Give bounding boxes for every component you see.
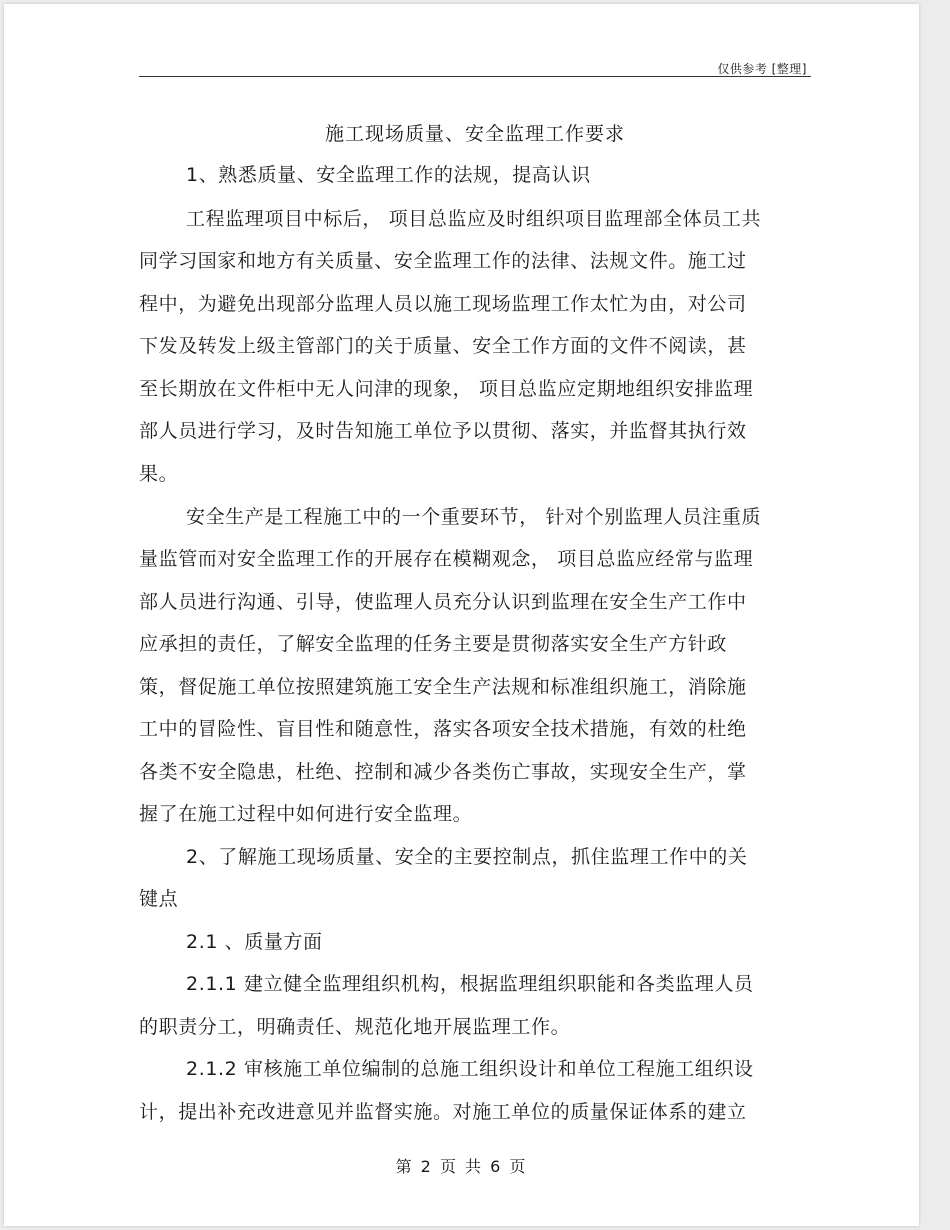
paragraph-line: 工中的冒险性、盲目性和随意性，落实各项安全技术措施，有效的杜绝 [139,718,747,740]
document-page [4,4,919,1226]
paragraph-line: 策，督促施工单位按照建筑施工安全生产法规和标准组织施工，消除施 [139,676,747,698]
paragraph-line: 2.1.1 建立健全监理组织机构，根据监理组织职能和各类监理人员 [186,973,754,995]
paragraph-line: 至长期放在文件柜中无人问津的现象， 项目总监应定期地组织安排监理 [139,378,754,400]
paragraph-line: 部人员进行学习，及时告知施工单位予以贯彻、落实，并监督其执行效 [139,420,747,442]
paragraph-line: 计，提出补充改进意见并监督实施。对施工单位的质量保证体系的建立 [139,1101,747,1123]
header-divider [139,76,811,77]
section-heading: 1、熟悉质量、安全监理工作的法规，提高认识 [186,164,591,186]
paragraph-line: 各类不安全隐患，杜绝、控制和减少各类伤亡事故，实现安全生产，掌 [139,761,747,783]
page-number-footer: 第 2 页 共 6 页 [395,1157,528,1176]
paragraph-line: 量监管而对安全监理工作的开展存在模糊观念， 项目总监应经常与监理 [139,548,754,570]
paragraph-line: 工程监理项目中标后， 项目总监应及时组织项目监理部全体员工共 [186,208,762,230]
section-heading: 2、了解施工现场质量、安全的主要控制点，抓住监理工作中的关 [186,846,748,868]
subsection-heading: 2.1 、质量方面 [186,931,323,953]
document-title: 施工现场质量、安全监理工作要求 [324,123,625,145]
paragraph-line: 安全生产是工程施工中的一个重要环节， 针对个别监理人员注重质 [186,506,762,528]
paragraph-line: 应承担的责任，了解安全监理的任务主要是贯彻落实安全生产方针政 [139,633,728,655]
paragraph-line: 果。 [139,463,179,485]
paragraph-line: 握了在施工过程中如何进行安全监理。 [139,803,473,825]
paragraph-line: 同学习国家和地方有关质量、安全监理工作的法律、法规文件。施工过 [139,250,747,272]
paragraph-line: 部人员进行沟通、引导，使监理人员充分认识到监理在安全生产工作中 [139,591,747,613]
paragraph-line: 程中，为避免出现部分监理人员以施工现场监理工作太忙为由，对公司 [139,293,747,315]
paragraph-line: 下发及转发上级主管部门的关于质量、安全工作方面的文件不阅读，甚 [139,335,747,357]
paragraph-line: 的职责分工，明确责任、规范化地开展监理工作。 [139,1016,571,1038]
header-note: 仅供参考 [整理] [717,62,807,76]
paragraph-line: 2.1.2 审核施工单位编制的总施工组织设计和单位工程施工组织设 [186,1058,754,1080]
section-heading: 键点 [139,888,179,910]
